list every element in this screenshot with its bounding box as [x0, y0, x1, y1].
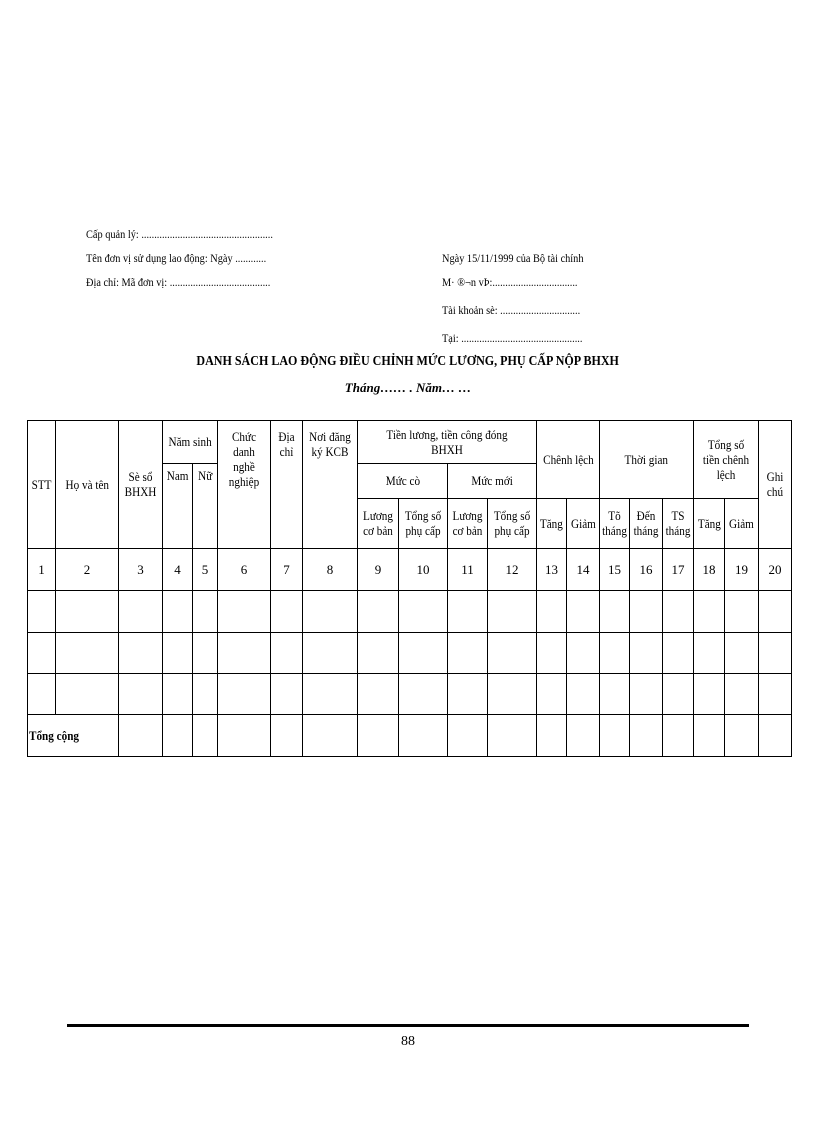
col-header-luong-cb-2 [448, 498, 488, 548]
total-label [28, 715, 119, 757]
col-header-tang-2 [694, 498, 725, 548]
column-number: 3 [119, 548, 163, 591]
col-header-muc-moi [448, 463, 537, 498]
column-number: 4 [163, 548, 193, 591]
col-header-ts-thang [663, 498, 694, 548]
column-number: 15 [600, 548, 630, 591]
col-header-tong-so-tien-text: Tổng số tiền chênh lệch [702, 436, 750, 482]
col-header-chuc-danh-text: Chức danh nghề nghiệp [228, 429, 260, 489]
column-number: 17 [663, 548, 694, 591]
col-header-nam-sinh [163, 421, 218, 464]
col-header-den-thang-text: Đến tháng [633, 508, 659, 539]
col-header-tien-luong-text: Tiền lương, tiền công đóng BHXH [386, 426, 508, 457]
table-row [28, 632, 792, 673]
col-header-ghi-chu [759, 421, 792, 549]
col-header-ts-thang-text: TS tháng [665, 508, 691, 539]
header-left-line-1: Cấp quản lý: ................................................... [86, 227, 273, 241]
document-title [0, 354, 816, 370]
column-number: 13 [537, 548, 567, 591]
col-header-ghi-chu-text: Ghi chú [766, 469, 784, 500]
page-number: 88 [401, 1034, 415, 1049]
column-number: 10 [399, 548, 448, 591]
col-header-giam-2 [725, 498, 759, 548]
document-title-text: DANH SÁCH LAO ĐỘNG ĐIỀU CHỈNH MỨC LƯƠNG, PHỤ CẤP NỘP BHXH [196, 354, 620, 369]
col-header-ho-ten-text: Họ và tên [65, 476, 109, 492]
labor-adjustment-table [27, 420, 792, 757]
col-header-chuc-danh [218, 421, 271, 549]
col-header-tang-1-text: Tăng [540, 515, 564, 531]
column-number: 1 [28, 548, 56, 591]
col-header-thoi-gian [600, 421, 694, 499]
column-number: 16 [630, 548, 663, 591]
column-number: 12 [488, 548, 537, 591]
column-number: 18 [694, 548, 725, 591]
col-header-tong-pc-1 [399, 498, 448, 548]
column-number: 8 [303, 548, 358, 591]
total-label-text: Tổng cộng [29, 728, 80, 744]
col-header-tong-pc-2-text: Tổng số phụ cấp [493, 508, 531, 539]
col-header-den-thang [630, 498, 663, 548]
col-header-nu [193, 463, 218, 548]
table-row [28, 674, 792, 715]
col-header-luong-cb-1 [358, 498, 399, 548]
col-header-tang-2-text: Tăng [697, 515, 721, 531]
column-number: 2 [56, 548, 119, 591]
col-header-muc-moi-text: Mức mới [471, 473, 513, 489]
document-subtitle: Tháng…… . Năm… … [344, 380, 472, 395]
column-number: 19 [725, 548, 759, 591]
col-header-so-bhxh-text: Sè sổ BHXH [124, 469, 157, 500]
col-header-nu-text: Nữ [197, 467, 213, 483]
column-number: 5 [193, 548, 218, 591]
total-row [28, 715, 792, 757]
header-right-line-4: Tại: ............................................... [442, 331, 583, 345]
column-number: 6 [218, 548, 271, 591]
col-header-muc-cu-text: Mức cò [385, 473, 420, 489]
column-number: 20 [759, 548, 792, 591]
col-header-giam-2-text: Giảm [729, 515, 754, 531]
col-header-luong-cb-1-text: Lương cơ bản [363, 508, 394, 539]
col-header-tien-luong [358, 421, 537, 464]
col-header-tong-pc-2 [488, 498, 537, 548]
column-number: 14 [567, 548, 600, 591]
column-number: 9 [358, 548, 399, 591]
column-number-row [28, 548, 792, 591]
col-header-chenh-lech [537, 421, 600, 499]
col-header-so-bhxh [119, 421, 163, 549]
col-header-nam-text: Nam [166, 467, 189, 483]
col-header-nam-sinh-text: Năm sinh [168, 434, 212, 450]
col-header-tang-1 [537, 498, 567, 548]
col-header-stt-text: STT [31, 476, 52, 492]
col-header-noi-dang-ky-text: Nơi đăng ký KCB [309, 429, 351, 459]
header-left-line-3: Địa chỉ: Mã đơn vị: ....................................... [86, 275, 271, 289]
col-header-tu-thang-text: Tõ tháng [602, 508, 627, 539]
col-header-luong-cb-2-text: Lương cơ bản [452, 508, 483, 539]
col-header-dia-chi-text: Địa chỉ [278, 429, 295, 459]
column-number: 7 [271, 548, 303, 591]
col-header-giam-1 [567, 498, 600, 548]
table-row [28, 591, 792, 632]
header-left-line-2: Tên đơn vị sử dụng lao động: Ngày ............ [86, 251, 267, 265]
col-header-tong-pc-1-text: Tổng số phụ cấp [404, 508, 442, 539]
col-header-ho-ten [56, 421, 119, 549]
col-header-nam [163, 463, 193, 548]
header-right-line-2: M· ®¬n vÞ:................................. [442, 275, 578, 289]
col-header-tu-thang [600, 498, 630, 548]
col-header-dia-chi [271, 421, 303, 549]
column-number: 11 [448, 548, 488, 591]
col-header-thoi-gian-text: Thời gian [624, 451, 669, 467]
header-right-line-1: Ngày 15/11/1999 của Bộ tài chính [442, 251, 584, 265]
footer-rule [67, 1024, 749, 1027]
col-header-stt [28, 421, 56, 549]
col-header-chenh-lech-text: Chênh lệch [542, 451, 594, 467]
col-header-muc-cu [358, 463, 448, 498]
header-right-line-3: Tài khoản sè: ............................... [442, 303, 581, 317]
col-header-giam-1-text: Giảm [570, 515, 596, 531]
col-header-noi-dang-ky [303, 421, 358, 549]
col-header-tong-so-tien [694, 421, 759, 499]
